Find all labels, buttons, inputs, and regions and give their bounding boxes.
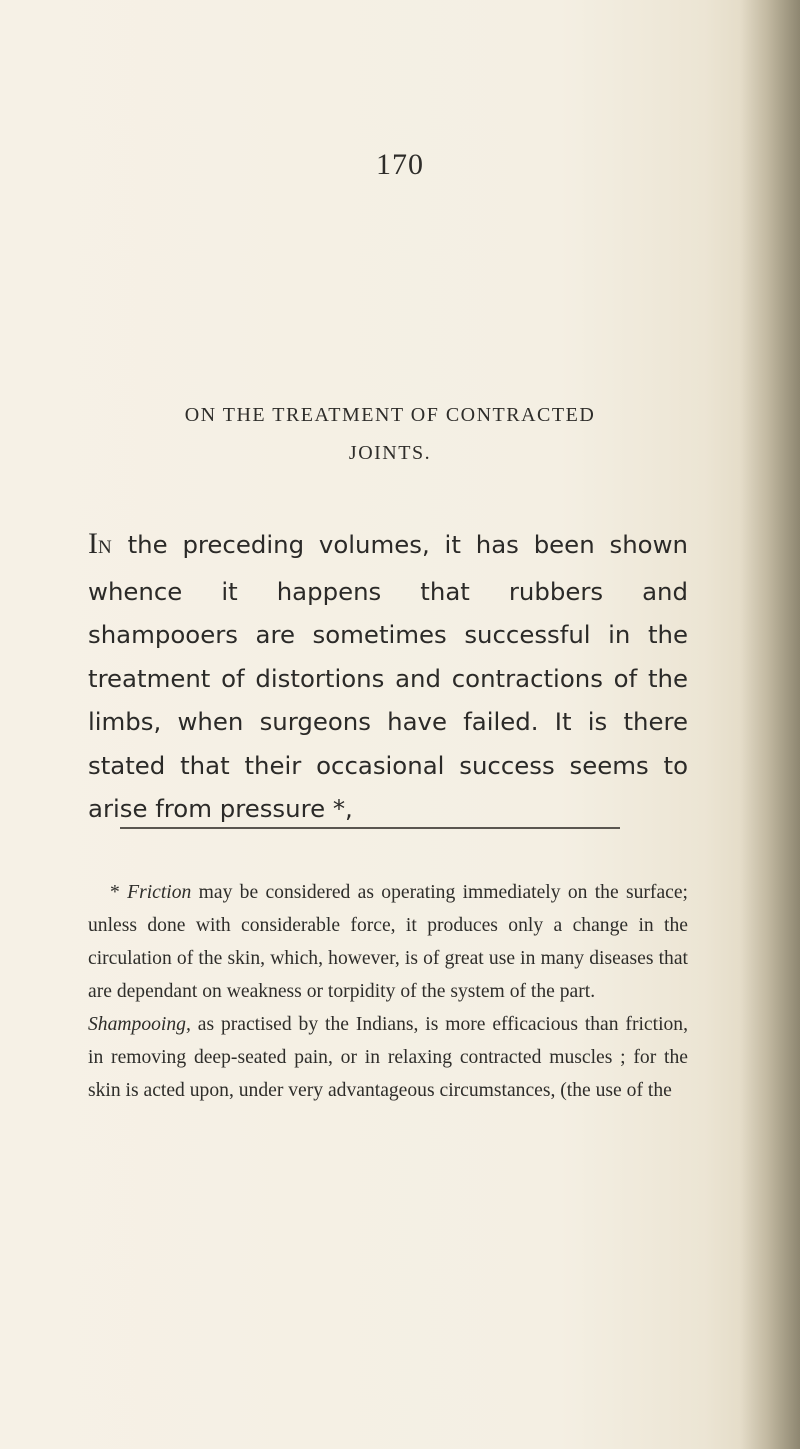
- chapter-heading-line-2: JOINTS.: [348, 442, 432, 464]
- footnote-text-2: as practised by the Indians, is more efficacious than friction, in removing deep-seated pain, or in relaxing contracted muscles ; for the skin is acted upon, under very advantageous circumstances, (the use of the: [88, 1014, 688, 1101]
- body-text: the preceding volumes, it has been shown whence it happens that rubbers and shampooers are sometimes successful in the treatment of distortions and contractions of the limbs, when surgeons have failed. It is there stated that their occasional success seems to arise from pressure *,: [88, 530, 688, 823]
- footnote: [88, 876, 688, 1107]
- footnote-term-friction: Friction: [127, 882, 192, 903]
- footnote-paragraph-2: [88, 1008, 688, 1107]
- chapter-heading: [100, 396, 680, 472]
- footnote-divider: [120, 827, 620, 829]
- drop-capital: I: [88, 527, 98, 560]
- small-capital: N: [98, 537, 113, 558]
- footnote-marker: *: [110, 882, 128, 903]
- page-edge-shadow: [740, 0, 800, 1449]
- body-paragraph: [88, 522, 688, 831]
- footnote-text-1: may be considered as operating immediately on the surface; unless done with considerable force, it produces only a change in the circulation of the skin, which, however, is of great use in many diseases that are dependant on weakness or torpidity of the system of the part.: [88, 882, 688, 1002]
- footnote-term-shampooing: Shampooing,: [88, 1014, 191, 1035]
- page-number: 170: [376, 148, 424, 181]
- chapter-heading-line-1: ON THE TREATMENT OF CONTRACTED: [184, 404, 596, 426]
- footnote-paragraph-1: [88, 876, 688, 1008]
